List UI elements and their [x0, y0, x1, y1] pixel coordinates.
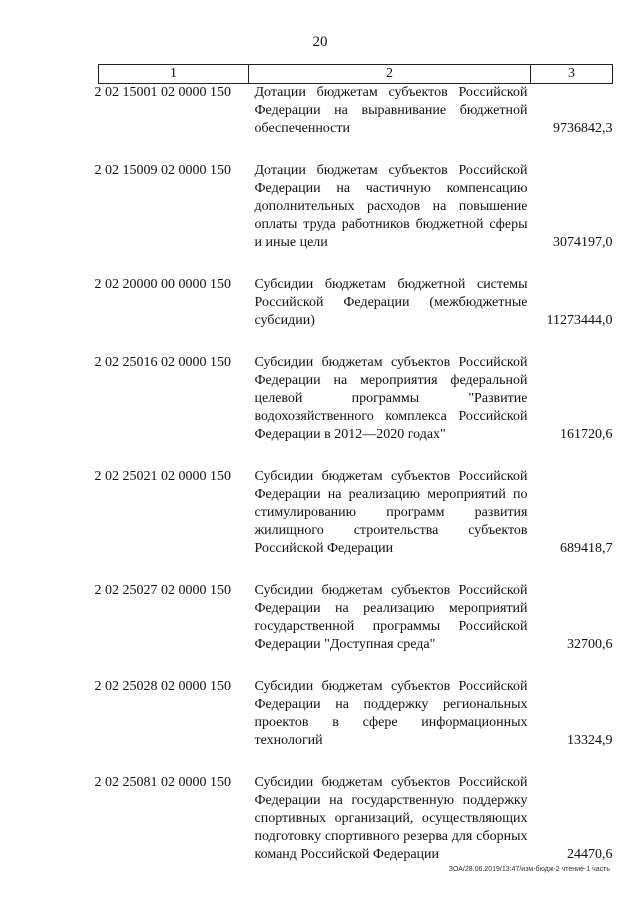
budget-amount: 161720,6	[560, 427, 613, 442]
budget-code: 2 02 25028 02 0000 150	[94, 679, 231, 694]
budget-code: 2 02 15001 02 0000 150	[94, 85, 231, 100]
budget-code: 2 02 20000 00 0000 150	[94, 277, 231, 292]
table-row	[99, 276, 613, 330]
budget-amount: 9736842,3	[553, 121, 613, 136]
budget-amount: 689418,7	[560, 541, 613, 556]
table-row	[99, 774, 613, 864]
budget-amount: 24470,6	[567, 847, 613, 862]
budget-code: 2 02 25016 02 0000 150	[94, 355, 231, 370]
budget-description: Дотации бюджетам субъектов Российской Федерации на частичную компенсацию дополнительных расходов на повышение оплаты труда работников бюджетной сферы и иные цели	[254, 163, 528, 250]
budget-code: 2 02 25027 02 0000 150	[94, 583, 231, 598]
budget-table	[94, 64, 613, 864]
column-header-1: 1	[99, 65, 249, 84]
budget-amount: 13324,9	[567, 733, 613, 748]
table-row	[99, 84, 613, 139]
column-header-2: 2	[249, 65, 531, 84]
budget-description: Субсидии бюджетам субъектов Российской Федерации на государственную поддержку спортивных организаций, осуществляющих подготовку спортивного резерва для сборных команд Российской Федерации	[254, 775, 528, 862]
budget-code: 2 02 25081 02 0000 150	[94, 775, 231, 790]
table-row	[99, 582, 613, 654]
budget-description: Субсидии бюджетам субъектов Российской Федерации на реализацию мероприятий государственной программы Российской Федерации "Доступная среда"	[254, 583, 528, 652]
budget-description: Субсидии бюджетам бюджетной системы Российской Федерации (межбюджетные субсидии)	[254, 277, 528, 328]
table-header-row	[99, 65, 613, 84]
page-number: 20	[312, 34, 328, 50]
budget-description: Субсидии бюджетам субъектов Российской Федерации на мероприятия федеральной целевой программы "Развитие водохозяйственного комплекса Российской Федерации в 2012—2020 годах"	[254, 355, 528, 442]
budget-description: Субсидии бюджетам субъектов Российской Федерации на поддержку региональных проектов в сфере информационных технологий	[254, 679, 528, 748]
column-header-3: 3	[531, 65, 613, 84]
table-row	[99, 468, 613, 558]
budget-code: 2 02 25021 02 0000 150	[94, 469, 231, 484]
table-row	[99, 162, 613, 252]
budget-amount: 11273444,0	[546, 313, 613, 328]
budget-code: 2 02 15009 02 0000 150	[94, 163, 231, 178]
budget-description: Субсидии бюджетам субъектов Российской Федерации на реализацию мероприятий по стимулированию программ развития жилищного строительства субъектов Российской Федерации	[254, 469, 528, 556]
table-row	[99, 678, 613, 750]
budget-amount: 3074197,0	[553, 235, 613, 250]
budget-description: Дотации бюджетам субъектов Российской Федерации на выравнивание бюджетной обеспеченности	[254, 85, 528, 136]
table-row	[99, 354, 613, 444]
budget-amount: 32700,6	[567, 637, 613, 652]
footer-stamp: ЗОА/28.06.2019/13:47/изм-бюдж-2 чтение-1 часть	[448, 866, 610, 873]
